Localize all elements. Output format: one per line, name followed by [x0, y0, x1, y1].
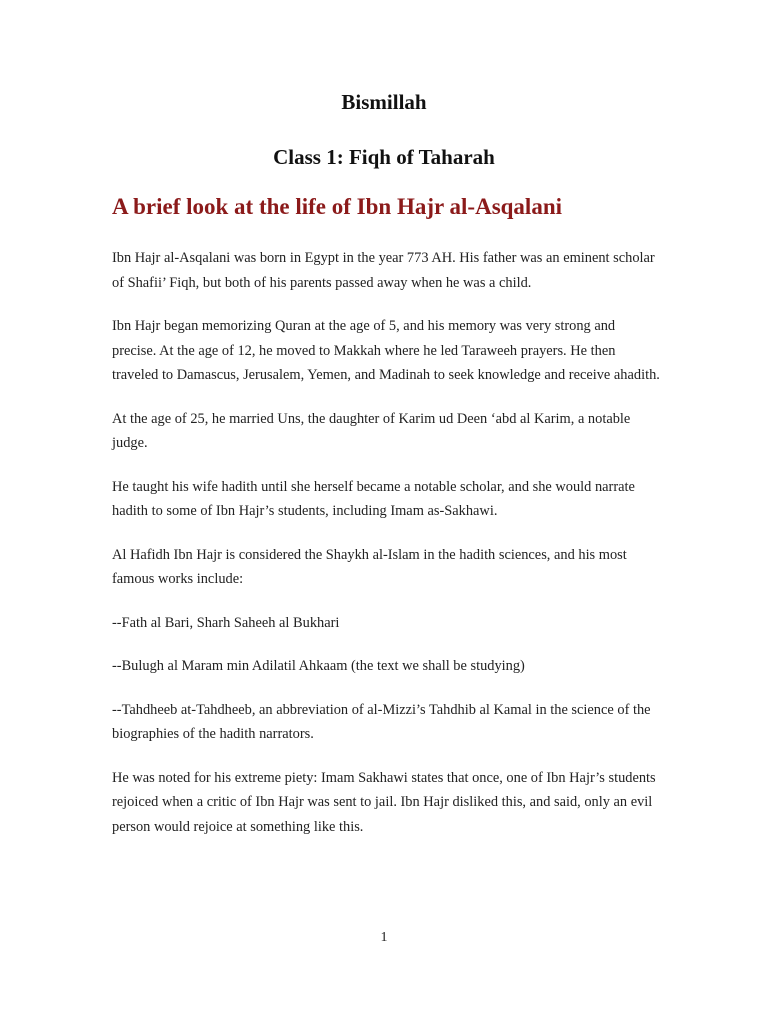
list-item-fath-al-bari: --Fath al Bari, Sharh Saheeh al Bukhari: [112, 614, 340, 631]
paragraph-famous-works-intro: Al Hafidh Ibn Hajr is considered the Shaykh al-Islam in the hadith sciences, and his most famous works include:: [112, 546, 627, 587]
class-title: Class 1: Fiqh of Taharah: [273, 145, 495, 169]
paragraph-piety: He was noted for his extreme piety: Imam Sakhawi states that once, one of Ibn Hajr’s students rejoiced when a critic of Ibn Hajr was sent to jail. Ibn Hajr disliked this, and said, only an evil person would rejoice at something like this.: [112, 769, 656, 835]
paragraph-memorization: Ibn Hajr began memorizing Quran at the age of 5, and his memory was very strong and precise. At the age of 12, he moved to Makkah where he led Taraweeh prayers. He then traveled to Damascus, Jerusalem, Yemen, and Madinah to seek knowledge and receive ahadith.: [112, 318, 660, 383]
page-number: 1: [380, 930, 388, 945]
list-item-tahdheeb: --Tahdheeb at-Tahdheeb, an abbreviation of al-Mizzi’s Tahdhib al Kamal in the science of the biographies of the hadith narrators.: [112, 701, 651, 742]
paragraph-birth: Ibn Hajr al-Asqalani was born in Egypt in the year 773 AH. His father was an eminent scholar of Shafii’ Fiqh, but both of his parents passed away when he was a child.: [112, 250, 655, 291]
document-body: [112, 246, 660, 858]
paragraph-marriage: At the age of 25, he married Uns, the daughter of Karim ud Deen ‘abd al Karim, a notable judge.: [112, 410, 631, 451]
bismillah-heading: Bismillah: [341, 90, 427, 114]
paragraph-teaching-wife: He taught his wife hadith until she herself became a notable scholar, and she would narrate hadith to some of Ibn Hajr’s students, including Imam as-Sakhawi.: [112, 478, 635, 519]
section-title: A brief look at the life of Ibn Hajr al-Asqalani: [112, 194, 563, 219]
list-item-bulugh-al-maram: --Bulugh al Maram min Adilatil Ahkaam (the text we shall be studying): [112, 658, 525, 674]
